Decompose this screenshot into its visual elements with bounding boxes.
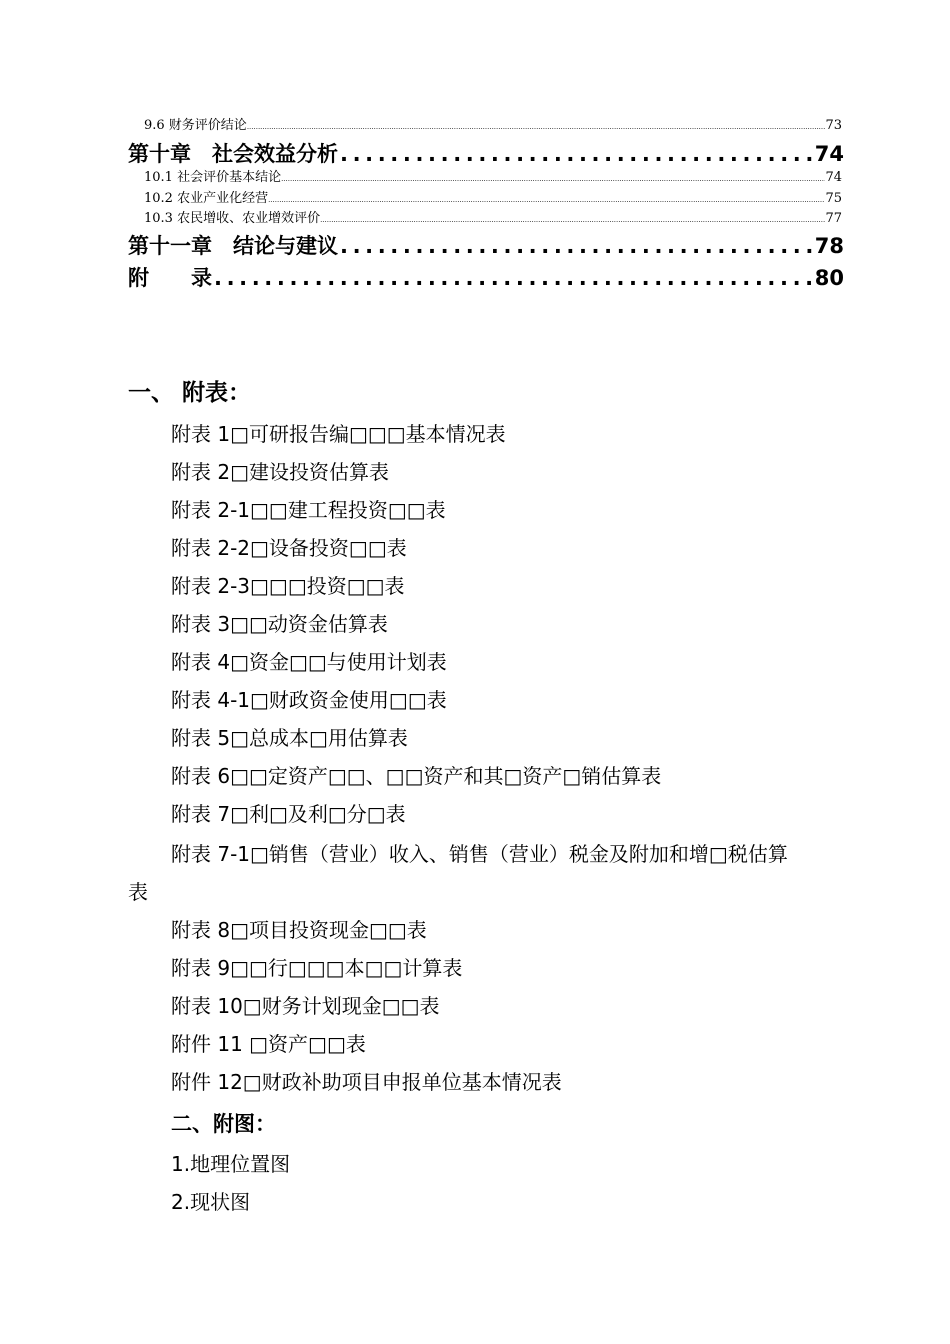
toc-entry-9-6[interactable] [144,116,842,136]
appendix-figure-item: 1.地理位置图 [171,1152,291,1176]
toc-dot-leader [212,263,813,293]
toc-page-number: 78 [814,234,844,258]
toc-appendix-label: 附 录 [128,266,212,290]
toc-entry-label: 10.1 社会评价基本结论 [144,170,282,185]
toc-appendix[interactable] [128,263,844,293]
appendix-figure-item: 2.现状图 [171,1190,251,1214]
appendix-table-item: 附表 5□总成本□用估算表 [171,726,408,750]
appendix-table-item: 附件 12□财政补助项目申报单位基本情况表 [171,1070,562,1094]
toc-dot-leader [338,231,813,261]
toc-entry-10-1[interactable] [144,168,842,188]
toc-chapter-11[interactable] [128,231,844,261]
appendix-table-item: 附表 2□建设投资估算表 [171,460,389,484]
toc-entry-label: 10.2 农业产业化经营 [144,191,269,206]
appendix-tables-heading: 一、 附表： [128,380,252,406]
appendix-table-item: 附表 2-3□□□投资□□表 [171,574,405,598]
appendix-table-item: 附表 6□□定资产□□、□□资产和其□资产□销估算表 [171,764,662,788]
toc-chapter-label: 第十一章 结论与建议 [128,234,338,258]
toc-page-number: 74 [825,170,842,185]
appendix-table-item: 附表 4□资金□□与使用计划表 [171,650,447,674]
toc-dot-leader [247,117,826,137]
appendix-table-item: 附表 8□项目投资现金□□表 [171,918,427,942]
toc-dot-leader [320,210,825,230]
toc-page-number: 74 [814,142,844,166]
toc-dot-leader [281,169,825,189]
appendix-table-item: 附表 7□利□及利□分□表 [171,802,406,826]
toc-page-number: 75 [825,191,842,206]
appendix-table-item: 附表 9□□行□□□本□□计算表 [171,956,463,980]
toc-chapter-10[interactable] [128,139,844,169]
toc-page-number: 80 [814,266,844,290]
appendix-table-item: 附表 7-1□销售（营业）收入、销售（营业）税金及附加和增□税估算表 [128,842,788,904]
appendix-table-item: 附件 11 □资产□□表 [171,1032,366,1056]
appendix-figures-heading: 二、附图： [171,1112,276,1136]
toc-page-number: 73 [825,118,842,133]
appendix-table-item: 附表 1□可研报告编□□□基本情况表 [171,422,506,446]
toc-entry-label: 9.6 财务评价结论 [144,118,247,133]
appendix-table-item: 附表 3□□动资金估算表 [171,612,388,636]
appendix-table-item: 附表 10□财务计划现金□□表 [171,994,440,1018]
toc-entry-label: 10.3 农民增收、农业增效评价 [144,211,321,226]
toc-entry-10-3[interactable] [144,209,842,229]
appendix-table-item: 附表 2-1□□建工程投资□□表 [171,498,446,522]
appendix-table-item: 附表 4-1□财政资金使用□□表 [171,688,447,712]
toc-dot-leader [268,190,825,210]
toc-dot-leader [338,139,813,169]
appendix-table-item: 附表 2-2□设备投资□□表 [171,536,407,560]
toc-entry-10-2[interactable] [144,189,842,209]
toc-chapter-label: 第十章 社会效益分析 [128,142,338,166]
toc-page-number: 77 [825,211,842,226]
